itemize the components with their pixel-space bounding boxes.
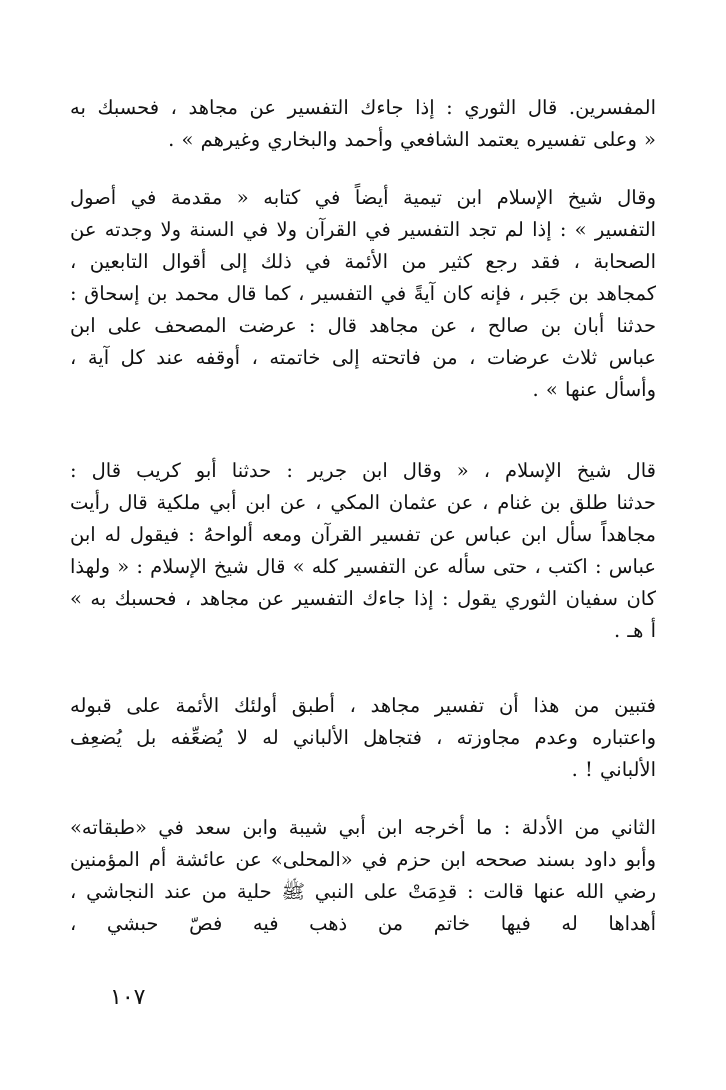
paragraph: [70, 455, 656, 647]
text-line: كمجاهد بن جَبر ، فإنه كان آيةً في التفسير ، كما قال محمد بن إسحاق :: [70, 282, 656, 305]
paragraph: [70, 690, 656, 786]
text-line: عباس ثلاث عرضات ، من فاتحته إلى خاتمته ، أوقفه عند كل آية ،: [70, 346, 656, 369]
paragraph: [70, 92, 656, 156]
paragraph: [70, 182, 656, 406]
paragraph: [70, 812, 656, 940]
text-line: فتبين من هذا أن تفسير مجاهد ، أطبق أولئك الأئمة على قبوله: [70, 694, 656, 717]
text-line: رضي الله عنها قالت : قدِمَتْ على النبي ﷺ حلية من عند النجاشي ،: [70, 880, 656, 903]
text-line: كان سفيان الثوري يقول : إذا جاءك التفسير عن مجاهد ، فحسبك به »: [70, 587, 656, 610]
text-line: عباس : اكتب ، حتى سأله عن التفسير كله » قال شيخ الإسلام : « ولهذا: [70, 555, 656, 578]
text-line: أهداها له فيها خاتم من ذهب فيه فصّ حبشي ،: [70, 912, 656, 935]
text-line: « وعلى تفسيره يعتمد الشافعي وأحمد والبخاري وغيرهم » .: [168, 128, 656, 151]
text-line: مجاهداً سأل ابن عباس عن تفسير القرآن ومعه ألواحهُ : فيقول له ابن: [70, 523, 656, 546]
text-line: حدثنا طلق بن غنام ، عن عثمان المكي ، عن ابن أبي ملكية قال رأيت: [70, 491, 656, 514]
text-line: وأبو داود بسند صححه ابن حزم في «المحلى» عن عائشة أم المؤمنين: [70, 848, 656, 871]
text-line: الصحابة ، فقد رجع كثير من الأئمة في ذلك إلى أقوال التابعين ،: [70, 250, 656, 273]
text-line: المفسرين. قال الثوري : إذا جاءك التفسير عن مجاهد ، فحسبك به: [70, 96, 656, 119]
text-line: أ هـ .: [613, 619, 656, 642]
text-line: الألباني ! .: [571, 758, 656, 781]
text-line: التفسير » : إذا لم تجد التفسير في القرآن ولا في السنة ولا وجدته عن: [70, 218, 656, 241]
text-line: واعتباره وعدم مجاوزته ، فتجاهل الألباني له لا يُضعِّفه بل يُضعِف: [70, 726, 656, 749]
text-line: قال شيخ الإسلام ، « وقال ابن جرير : حدثنا أبو كريب قال :: [70, 459, 656, 482]
page-number: ١٠٧: [110, 985, 146, 1010]
text-line: الثاني من الأدلة : ما أخرجه ابن أبي شيبة وابن سعد في «طبقاته»: [70, 816, 656, 839]
text-line: وأسأل عنها » .: [532, 378, 656, 401]
text-line: وقال شيخ الإسلام ابن تيمية أيضاً في كتابه « مقدمة في أصول: [70, 186, 656, 209]
text-line: حدثنا أبان بن صالح ، عن مجاهد قال : عرضت المصحف على ابن: [70, 314, 656, 337]
